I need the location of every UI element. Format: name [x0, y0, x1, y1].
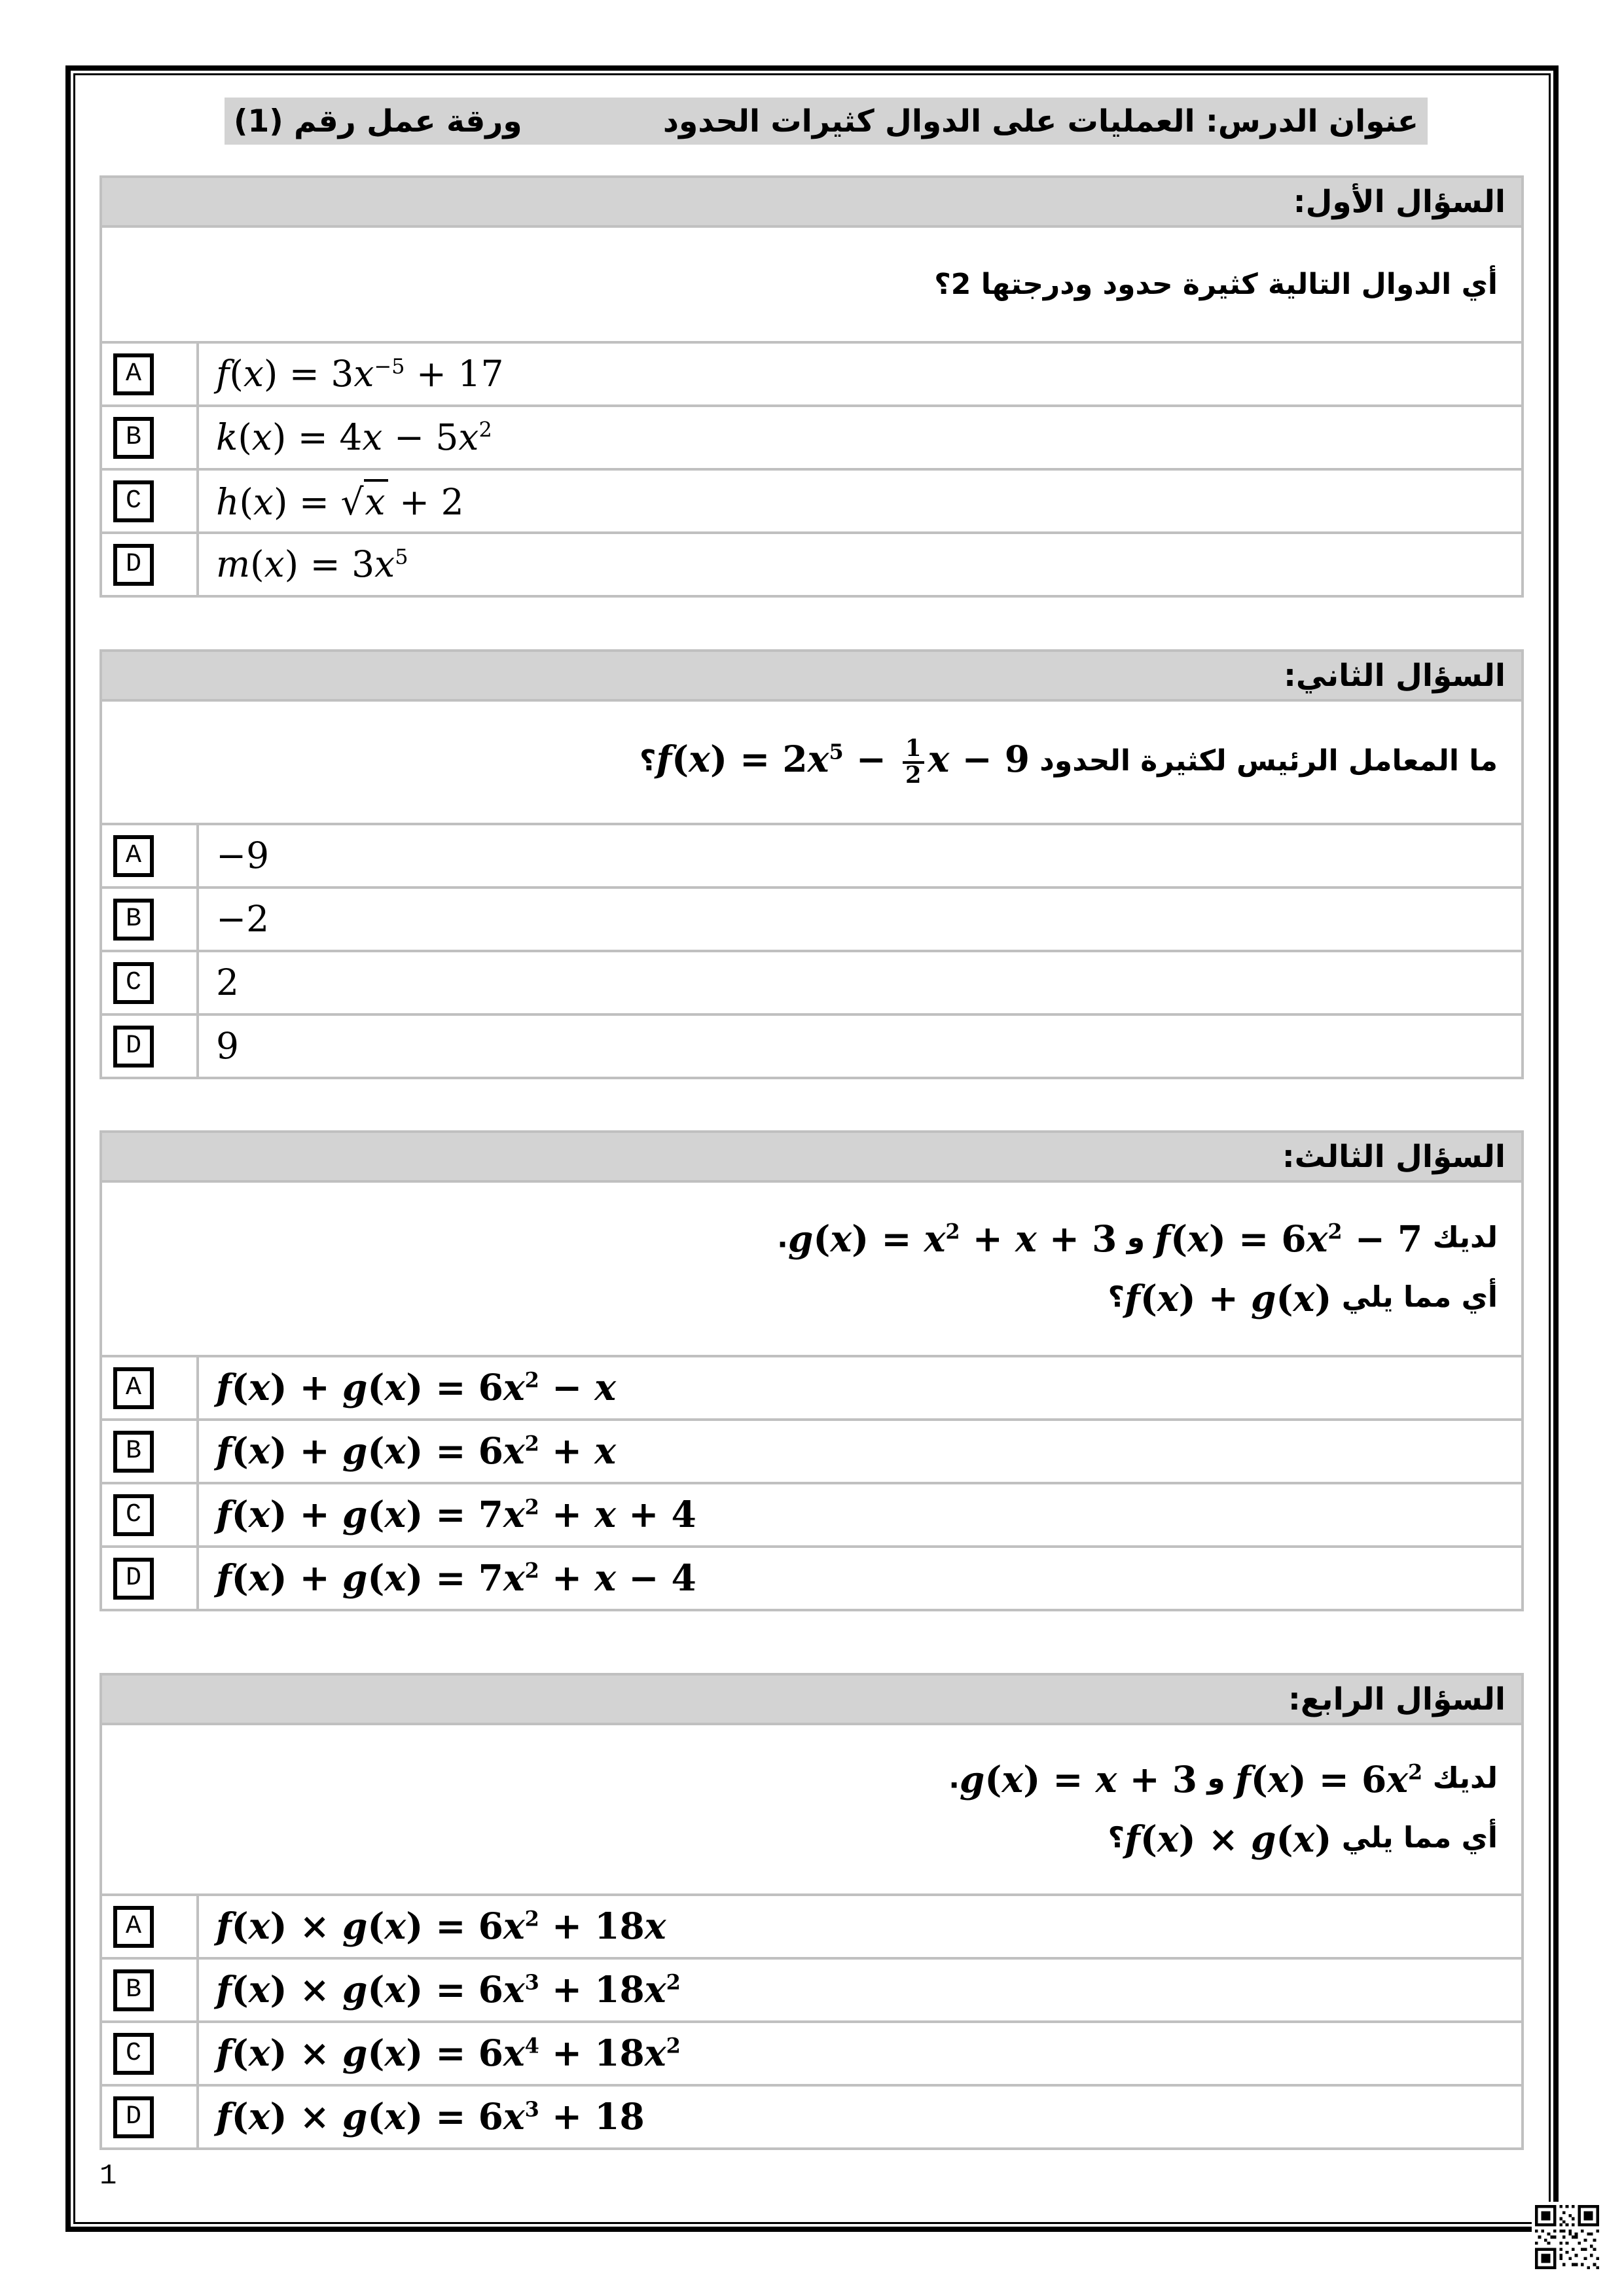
- question-heading: [102, 1676, 1521, 1725]
- option-row-c: [102, 1482, 1521, 1545]
- option-letter-cell: [102, 1960, 199, 2020]
- option-row-b: [102, 404, 1521, 468]
- option-letter-cell: [102, 534, 199, 595]
- option-letter-box: B: [113, 899, 154, 941]
- arabic-text: و: [1197, 1761, 1236, 1795]
- lesson-title: عنوان الدرس: العمليات على الدوال كثيرات الحدود: [662, 103, 1418, 139]
- math-expression: $f(x) = 3x^{-5} + 17$: [216, 353, 504, 395]
- option-letter-cell: [102, 1421, 199, 1482]
- option-letter-box: D: [113, 2096, 154, 2138]
- option-letter-box: B: [113, 1431, 154, 1473]
- math-expression: $f(x) + g(x) = 7x^2 + x + 4$: [216, 1493, 696, 1536]
- option-letter-box: C: [113, 480, 154, 522]
- math-expression: $f(x) + g(x) = 6x^2 + x$: [216, 1429, 617, 1473]
- option-letter-cell: [102, 1548, 199, 1609]
- option-formula-cell: [199, 825, 1521, 886]
- option-formula-cell: [199, 1960, 1521, 2020]
- math-expression: $f(x) \times g(x) = 6x^3 + 18x^2$: [216, 1968, 681, 2011]
- option-letter-box: C: [113, 962, 154, 1004]
- prompt-line: [126, 1817, 1498, 1860]
- math-expression: −2: [216, 898, 270, 941]
- arabic-text: أي مما يلي: [1331, 1820, 1498, 1854]
- option-letter-cell: [102, 825, 199, 886]
- arabic-text: ؟: [1108, 1820, 1125, 1854]
- option-formula-cell: [199, 889, 1521, 950]
- option-formula-cell: [199, 1357, 1521, 1418]
- prompt-line: [126, 734, 1498, 789]
- math-expression: $f(x) + g(x) = 7x^2 + x - 4$: [216, 1556, 696, 1600]
- option-letter-cell: [102, 1484, 199, 1545]
- math-expression: $f(x) = 6x^2 - 7$: [1155, 1217, 1423, 1260]
- option-formula-cell: [199, 1484, 1521, 1545]
- option-row-a: [102, 341, 1521, 404]
- question-heading-label: السؤال الرابع:: [1288, 1681, 1506, 1717]
- sheet-number-label: ورقة عمل رقم (1): [234, 103, 522, 139]
- question-block-3: [99, 1130, 1524, 1611]
- option-formula-cell: [199, 344, 1521, 404]
- option-row-d: [102, 1013, 1521, 1077]
- option-letter-cell: [102, 952, 199, 1013]
- math-expression: $k(x) = 4x - 5x^2$: [216, 416, 492, 459]
- arabic-text: أي الدوال التالية كثيرة حدود ودرجتها 2؟: [934, 268, 1498, 301]
- option-letter-box: B: [113, 417, 154, 459]
- question-block-1: [99, 175, 1524, 598]
- question-prompt: [102, 228, 1521, 341]
- arabic-text: لديك: [1422, 1761, 1498, 1795]
- option-row-a: [102, 1355, 1521, 1418]
- option-letter-cell: [102, 407, 199, 468]
- arabic-text: ؟: [639, 744, 657, 778]
- question-heading: [102, 178, 1521, 228]
- math-expression: g(x) = x + 3: [959, 1758, 1198, 1801]
- option-formula-cell: [199, 2087, 1521, 2147]
- option-letter-cell: [102, 1357, 199, 1418]
- option-row-c: [102, 468, 1521, 531]
- arabic-text: .: [948, 1761, 960, 1795]
- prompt-line: [126, 1276, 1498, 1319]
- math-expression: 2: [216, 961, 239, 1004]
- math-expression: $m(x) = 3x^5$: [216, 543, 408, 586]
- option-row-d: [102, 2084, 1521, 2147]
- option-row-a: [102, 823, 1521, 886]
- option-letter-box: D: [113, 544, 154, 586]
- option-formula-cell: [199, 952, 1521, 1013]
- question-heading: [102, 1133, 1521, 1183]
- option-letter-box: D: [113, 1026, 154, 1067]
- question-heading-label: السؤال الثالث:: [1282, 1138, 1506, 1175]
- question-prompt: [102, 702, 1521, 823]
- math-expression: $f(x) \times g(x) = 6x^4 + 18x^2$: [216, 2032, 681, 2075]
- math-expression: −9: [216, 834, 270, 877]
- math-expression: $f(x) \times g(x) = 6x^2 + 18x$: [216, 1905, 666, 1948]
- arabic-text: ؟: [1108, 1280, 1125, 1314]
- page-number: 1: [99, 2160, 117, 2193]
- question-heading-label: السؤال الأول:: [1293, 183, 1506, 220]
- option-formula-cell: [199, 1016, 1521, 1077]
- question-prompt: [102, 1183, 1521, 1355]
- math-expression: h(x) = √x + 2: [216, 479, 464, 523]
- option-letter-cell: [102, 1896, 199, 1957]
- option-formula-cell: [199, 1896, 1521, 1957]
- worksheet-header: [225, 98, 1428, 145]
- option-formula-cell: [199, 2023, 1521, 2084]
- math-expression: f(x) + g(x): [1125, 1276, 1332, 1319]
- option-letter-cell: [102, 2023, 199, 2084]
- arabic-text: لديك: [1422, 1221, 1498, 1255]
- arabic-text: .: [777, 1221, 788, 1255]
- option-letter-cell: [102, 1016, 199, 1077]
- arabic-text: ما المعامل الرئيس لكثيرة الحدود: [1029, 744, 1498, 778]
- option-row-b: [102, 1418, 1521, 1482]
- option-formula-cell: [199, 1421, 1521, 1482]
- math-expression: $f(x) \times g(x) = 6x^3 + 18$: [216, 2095, 645, 2138]
- math-expression: 9: [216, 1025, 239, 1067]
- prompt-line: [126, 266, 1498, 302]
- arabic-text: أي مما يلي: [1331, 1280, 1498, 1314]
- option-letter-box: A: [113, 353, 154, 395]
- qr-code-icon: [1532, 2202, 1602, 2272]
- option-row-c: [102, 950, 1521, 1013]
- option-row-c: [102, 2020, 1521, 2084]
- option-letter-box: A: [113, 1367, 154, 1409]
- option-formula-cell: [199, 534, 1521, 595]
- arabic-text: و: [1117, 1221, 1155, 1255]
- question-heading: [102, 652, 1521, 702]
- option-row-b: [102, 886, 1521, 950]
- question-block-4: [99, 1673, 1524, 2150]
- option-letter-cell: [102, 2087, 199, 2147]
- option-row-a: [102, 1893, 1521, 1957]
- option-formula-cell: [199, 471, 1521, 531]
- option-row-b: [102, 1957, 1521, 2020]
- option-letter-box: B: [113, 1969, 154, 2011]
- option-letter-box: D: [113, 1558, 154, 1600]
- math-expression: $f(x) = 6x^2$: [1235, 1758, 1423, 1801]
- option-formula-cell: [199, 407, 1521, 468]
- math-expression: $f(x) + g(x) = 6x^2 - x$: [216, 1366, 617, 1409]
- question-block-2: [99, 649, 1524, 1079]
- option-letter-box: C: [113, 2033, 154, 2075]
- option-letter-box: C: [113, 1494, 154, 1536]
- option-row-d: [102, 1545, 1521, 1609]
- option-letter-box: A: [113, 1906, 154, 1948]
- option-letter-box: A: [113, 835, 154, 877]
- question-heading-label: السؤال الثاني:: [1284, 657, 1506, 694]
- math-expression: $g(x) = x^2 + x + 3$: [787, 1217, 1117, 1260]
- option-letter-cell: [102, 471, 199, 531]
- math-expression: f(x) × g(x): [1125, 1817, 1332, 1860]
- option-formula-cell: [199, 1548, 1521, 1609]
- prompt-line: [126, 1760, 1498, 1800]
- option-row-d: [102, 531, 1521, 595]
- question-prompt: [102, 1725, 1521, 1893]
- prompt-line: [126, 1219, 1498, 1259]
- math-expression: $f(x) = 2x^5$ − $\frac{1}{2}$ x − 9: [656, 734, 1030, 789]
- option-letter-cell: [102, 889, 199, 950]
- option-letter-cell: [102, 344, 199, 404]
